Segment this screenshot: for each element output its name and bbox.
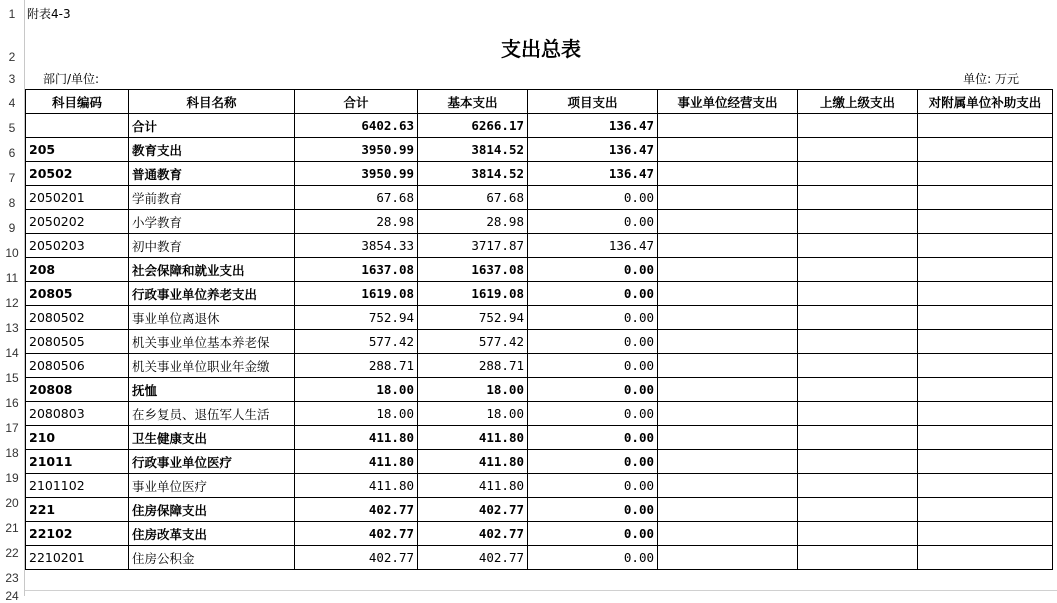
cell-project[interactable]: 0.00 [528,210,658,234]
cell-project[interactable]: 0.00 [528,426,658,450]
header-total[interactable]: 合计 [295,90,418,114]
table-row [26,498,1053,522]
table-row [26,402,1053,426]
cell-code[interactable]: 221 [26,498,129,522]
cell-total[interactable]: 18.00 [295,402,418,426]
cell-project[interactable]: 136.47 [528,162,658,186]
cell-business[interactable] [658,354,798,378]
row-number[interactable]: 15 [5,371,19,385]
cell-name[interactable]: 住房保障支出 [129,498,295,522]
row-number[interactable]: 21 [5,521,19,535]
cell-code[interactable]: 21011 [26,450,129,474]
cell-subsidy[interactable] [918,162,1053,186]
cell-business[interactable] [658,426,798,450]
cell-total[interactable]: 67.68 [295,186,418,210]
cell-basic[interactable]: 3717.87 [418,234,528,258]
cell-total[interactable]: 411.80 [295,474,418,498]
cell-remit[interactable] [798,282,918,306]
header-remit[interactable]: 上缴上级支出 [798,90,918,114]
header-business[interactable]: 事业单位经营支出 [658,90,798,114]
cell-name[interactable]: 合计 [129,114,295,138]
table-row [26,234,1053,258]
table-row [26,282,1053,306]
cell-name[interactable]: 机关事业单位职业年金缴 [129,354,295,378]
cell-name[interactable]: 卫生健康支出 [129,426,295,450]
cell-project[interactable]: 136.47 [528,138,658,162]
row-number[interactable]: 24 [5,589,19,603]
cell-code[interactable]: 2210201 [26,546,129,570]
cell-remit[interactable] [798,258,918,282]
cell-remit[interactable] [798,354,918,378]
cell-total[interactable]: 288.71 [295,354,418,378]
cell-name[interactable]: 普通教育 [129,162,295,186]
cell-subsidy[interactable] [918,474,1053,498]
row-number[interactable]: 19 [5,471,19,485]
row-number[interactable]: 17 [5,421,19,435]
cell-project[interactable]: 0.00 [528,474,658,498]
table-row [26,162,1053,186]
row-number[interactable]: 12 [5,296,19,310]
cell-remit[interactable] [798,162,918,186]
cell-basic[interactable]: 411.80 [418,426,528,450]
row-number[interactable]: 22 [5,546,19,560]
cell-total[interactable]: 3854.33 [295,234,418,258]
cell-code[interactable]: 208 [26,258,129,282]
cell-remit[interactable] [798,378,918,402]
table-row [26,354,1053,378]
cell-basic[interactable]: 28.98 [418,210,528,234]
cell-name[interactable]: 事业单位医疗 [129,474,295,498]
cell-remit[interactable] [798,114,918,138]
cell-basic[interactable]: 18.00 [418,402,528,426]
cell-project[interactable]: 0.00 [528,258,658,282]
row-number[interactable]: 5 [8,121,16,135]
cell-total[interactable]: 1637.08 [295,258,418,282]
cell-subsidy[interactable] [918,330,1053,354]
cell-code[interactable]: 2080803 [26,402,129,426]
cell-project[interactable]: 0.00 [528,450,658,474]
cell-project[interactable]: 0.00 [528,522,658,546]
cell-name[interactable]: 住房公积金 [129,546,295,570]
cell-business[interactable] [658,402,798,426]
cell-remit[interactable] [798,522,918,546]
table-row [26,426,1053,450]
table-row [26,114,1053,138]
cell-subsidy[interactable] [918,402,1053,426]
cell-total[interactable]: 577.42 [295,330,418,354]
cell-code[interactable]: 2080505 [26,330,129,354]
cell-business[interactable] [658,186,798,210]
table-row [26,474,1053,498]
cell-code[interactable]: 2050202 [26,210,129,234]
cell-basic[interactable]: 6266.17 [418,114,528,138]
cell-total[interactable]: 752.94 [295,306,418,330]
table-row [26,546,1053,570]
cell-name[interactable]: 行政事业单位养老支出 [129,282,295,306]
cell-remit[interactable] [798,450,918,474]
cell-project[interactable]: 0.00 [528,498,658,522]
cell-code[interactable]: 2050203 [26,234,129,258]
table-row [26,378,1053,402]
header-project[interactable]: 项目支出 [528,90,658,114]
row-number[interactable]: 2 [8,50,16,64]
cell-remit[interactable] [798,330,918,354]
cell-remit[interactable] [798,546,918,570]
cell-remit[interactable] [798,234,918,258]
expenditure-table [25,89,1053,570]
cell-code[interactable]: 2080506 [26,354,129,378]
cell-project[interactable]: 0.00 [528,402,658,426]
cell-code[interactable]: 20808 [26,378,129,402]
cell-code[interactable]: 210 [26,426,129,450]
row-24-divider [25,590,1057,591]
cell-basic[interactable]: 752.94 [418,306,528,330]
row-number[interactable]: 13 [5,321,19,335]
cell-code[interactable]: 2080502 [26,306,129,330]
cell-code[interactable]: 20502 [26,162,129,186]
cell-business[interactable] [658,546,798,570]
cell-code[interactable]: 205 [26,138,129,162]
cell-subsidy[interactable] [918,378,1053,402]
cell-subsidy[interactable] [918,114,1053,138]
cell-total[interactable]: 18.00 [295,378,418,402]
cell-business[interactable] [658,450,798,474]
header-row [26,90,1053,114]
cell-business[interactable] [658,474,798,498]
cell-project[interactable]: 0.00 [528,354,658,378]
cell-total[interactable]: 411.80 [295,426,418,450]
cell-project[interactable]: 0.00 [528,282,658,306]
cell-basic[interactable]: 67.68 [418,186,528,210]
row-number[interactable]: 14 [5,346,19,360]
cell-name[interactable]: 抚恤 [129,378,295,402]
cell-basic[interactable]: 411.80 [418,450,528,474]
row-number[interactable]: 23 [5,571,19,585]
row-number[interactable]: 20 [5,496,19,510]
cell-subsidy[interactable] [918,498,1053,522]
row-number[interactable]: 6 [8,146,16,160]
cell-remit[interactable] [798,306,918,330]
table-row [26,450,1053,474]
table-row [26,258,1053,282]
cell-business[interactable] [658,282,798,306]
cell-code[interactable]: 2101102 [26,474,129,498]
row-number[interactable]: 11 [5,271,19,285]
row-number[interactable]: 4 [8,96,16,110]
cell-project[interactable]: 0.00 [528,330,658,354]
table-row [26,306,1053,330]
cell-project[interactable]: 136.47 [528,114,658,138]
cell-remit[interactable] [798,138,918,162]
header-basic[interactable]: 基本支出 [418,90,528,114]
cell-business[interactable] [658,522,798,546]
cell-basic[interactable]: 1637.08 [418,258,528,282]
cell-total[interactable]: 402.77 [295,498,418,522]
row-number[interactable]: 1 [8,7,16,21]
cell-name[interactable]: 住房改革支出 [129,522,295,546]
cell-code[interactable] [26,114,129,138]
cell-basic[interactable]: 577.42 [418,330,528,354]
cell-basic[interactable]: 3814.52 [418,162,528,186]
cell-project[interactable]: 0.00 [528,306,658,330]
cell-subsidy[interactable] [918,546,1053,570]
cell-name[interactable]: 事业单位离退休 [129,306,295,330]
cell-name[interactable]: 行政事业单位医疗 [129,450,295,474]
cell-total[interactable]: 402.77 [295,522,418,546]
header-subsidy[interactable]: 对附属单位补助支出 [918,90,1053,114]
cell-total[interactable]: 28.98 [295,210,418,234]
cell-name[interactable]: 在乡复员、退伍军人生活 [129,402,295,426]
cell-remit[interactable] [798,498,918,522]
row-number[interactable]: 8 [8,196,16,210]
row-number[interactable]: 9 [8,221,16,235]
cell-basic[interactable]: 18.00 [418,378,528,402]
cell-business[interactable] [658,306,798,330]
cell-subsidy[interactable] [918,138,1053,162]
header-code[interactable]: 科目编码 [26,90,129,114]
cell-subsidy[interactable] [918,210,1053,234]
cell-basic[interactable]: 1619.08 [418,282,528,306]
cell-total[interactable]: 6402.63 [295,114,418,138]
row-number[interactable]: 16 [5,396,19,410]
cell-name[interactable]: 初中教育 [129,234,295,258]
cell-total[interactable]: 402.77 [295,546,418,570]
cell-total[interactable]: 411.80 [295,450,418,474]
cell-subsidy[interactable] [918,258,1053,282]
table-row [26,210,1053,234]
table-row [26,186,1053,210]
cell-subsidy[interactable] [918,282,1053,306]
cell-remit[interactable] [798,474,918,498]
cell-project[interactable]: 0.00 [528,546,658,570]
spreadsheet-sheet [25,0,1057,596]
cell-subsidy[interactable] [918,354,1053,378]
cell-business[interactable] [658,210,798,234]
cell-business[interactable] [658,234,798,258]
cell-subsidy[interactable] [918,186,1053,210]
cell-subsidy[interactable] [918,450,1053,474]
cell-subsidy[interactable] [918,234,1053,258]
cell-business[interactable] [658,114,798,138]
cell-business[interactable] [658,258,798,282]
cell-project[interactable]: 0.00 [528,378,658,402]
cell-total[interactable]: 3950.99 [295,138,418,162]
cell-project[interactable]: 136.47 [528,234,658,258]
cell-basic[interactable]: 3814.52 [418,138,528,162]
unit-label[interactable]: 单位: 万元 [963,72,1019,86]
cell-business[interactable] [658,378,798,402]
cell-name[interactable]: 社会保障和就业支出 [129,258,295,282]
cell-name[interactable]: 教育支出 [129,138,295,162]
annex-label[interactable]: 附表4-3 [27,7,71,21]
cell-remit[interactable] [798,186,918,210]
cell-remit[interactable] [798,210,918,234]
row-number[interactable]: 18 [5,446,19,460]
row-number[interactable]: 7 [8,171,16,185]
cell-basic[interactable]: 402.77 [418,522,528,546]
cell-code[interactable]: 22102 [26,522,129,546]
cell-code[interactable]: 20805 [26,282,129,306]
cell-subsidy[interactable] [918,306,1053,330]
cell-basic[interactable]: 288.71 [418,354,528,378]
header-name[interactable]: 科目名称 [129,90,295,114]
cell-name[interactable]: 小学教育 [129,210,295,234]
cell-name[interactable]: 学前教育 [129,186,295,210]
cell-project[interactable]: 0.00 [528,186,658,210]
table-row [26,138,1053,162]
cell-remit[interactable] [798,402,918,426]
cell-business[interactable] [658,330,798,354]
cell-total[interactable]: 1619.08 [295,282,418,306]
cell-code[interactable]: 2050201 [26,186,129,210]
cell-name[interactable]: 机关事业单位基本养老保 [129,330,295,354]
table-row [26,522,1053,546]
cell-total[interactable]: 3950.99 [295,162,418,186]
cell-business[interactable] [658,162,798,186]
cell-remit[interactable] [798,426,918,450]
cell-basic[interactable]: 411.80 [418,474,528,498]
cell-subsidy[interactable] [918,426,1053,450]
table-row [26,330,1053,354]
row-number[interactable]: 10 [5,246,19,260]
cell-business[interactable] [658,138,798,162]
dept-label[interactable]: 部门/单位: [43,72,100,86]
cell-basic[interactable]: 402.77 [418,546,528,570]
cell-subsidy[interactable] [918,522,1053,546]
cell-basic[interactable]: 402.77 [418,498,528,522]
page-title[interactable]: 支出总表 [501,37,581,61]
row-number[interactable]: 3 [8,72,16,86]
cell-business[interactable] [658,498,798,522]
